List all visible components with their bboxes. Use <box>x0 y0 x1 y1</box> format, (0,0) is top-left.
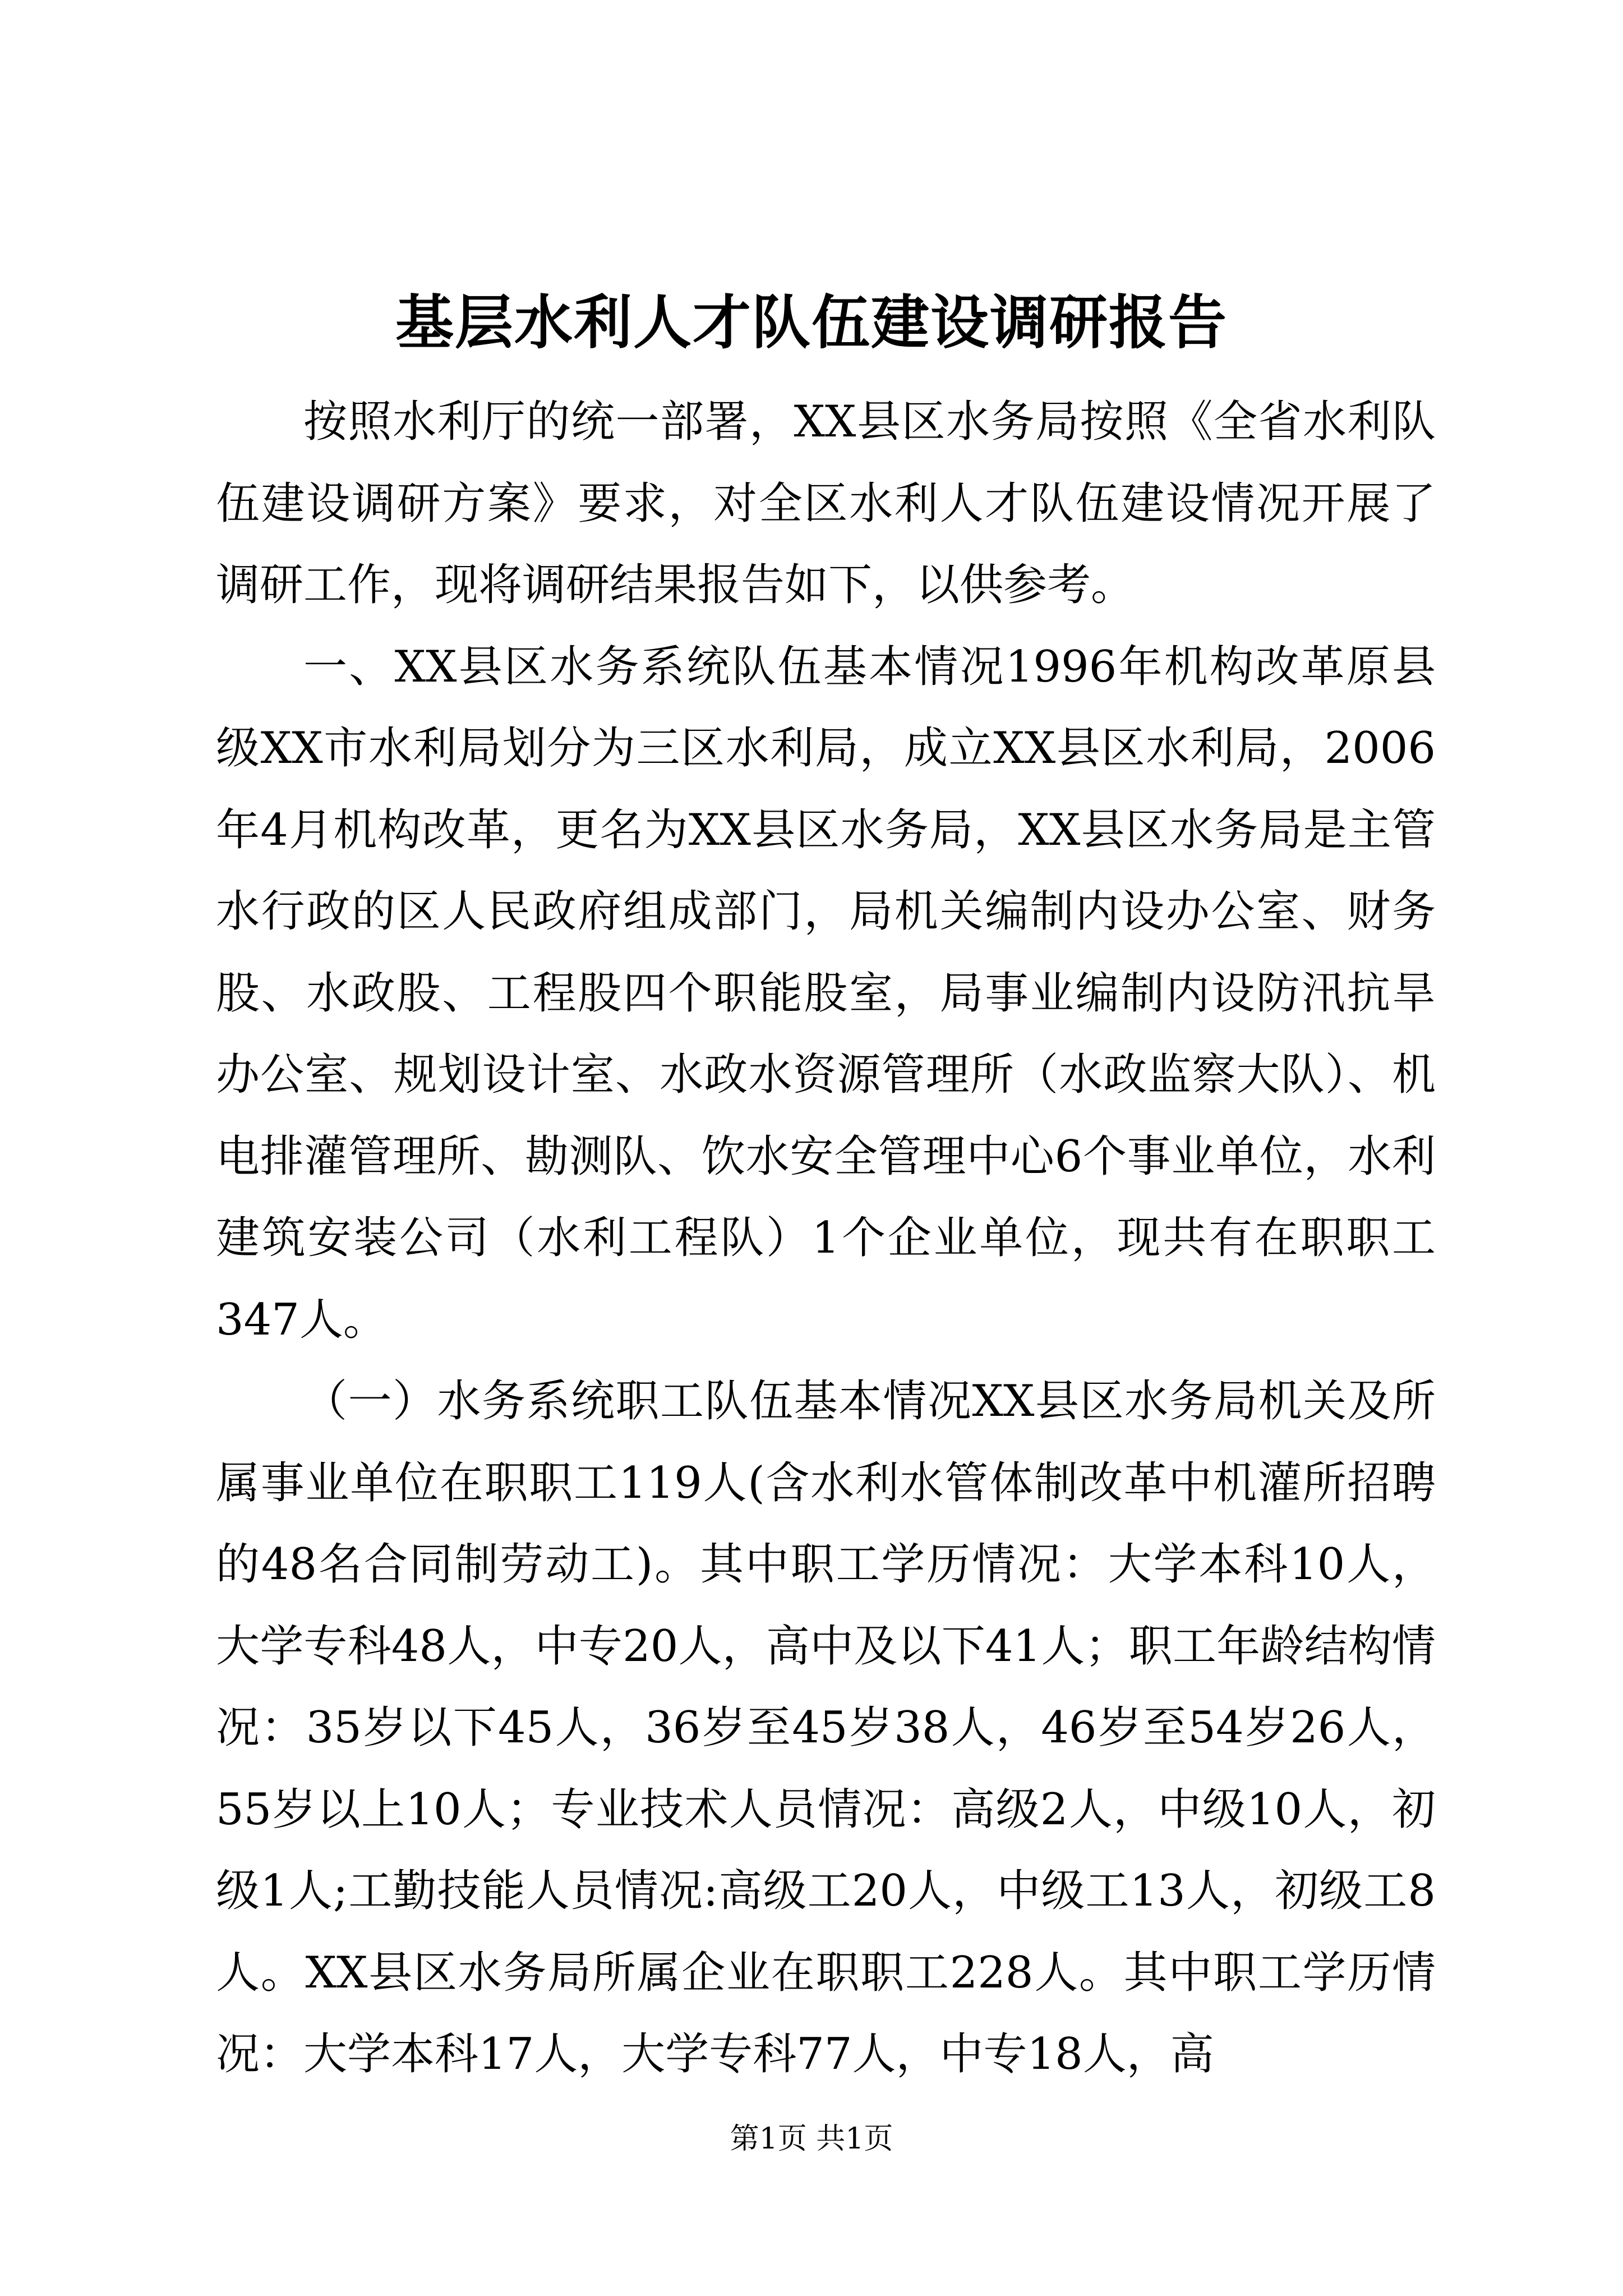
page-footer: 第1页 共1页 <box>730 2122 893 2156</box>
document-title: 基层水利人才队伍建设调研报告 <box>395 288 1228 357</box>
paragraph-intro: 按照水利厅的统一部署，XX县区水务局按照《全省水利队伍建设调研方案》要求，对全区水利人才队伍建设情况开展了调研工作，现将调研结果报告如下，以供参考。 <box>216 397 1436 610</box>
document-body <box>216 381 1436 2096</box>
paragraph-subsection-one: （一）水务系统职工队伍基本情况XX县区水务局机关及所属事业单位在职职工119人(含水利水管体制改革中机灌所招聘的48名合同制劳动工)。其中职工学历情况：大学本科10人，大学专科48人，中专20人，高中及以下41人；职工年龄结构情况：35岁以下45人，36岁至45岁38人，46岁至54岁26人，55岁以上10人；专业技术人员情况：高级2人，中级10人，初级1人;工勤技能人员情况:高级工20人，中级工13人，初级工8人。XX县区水务局所属企业在职职工228人。其中职工学历情况：大学本科17人，大学专科77人，中专18人，高 <box>216 1376 1436 2079</box>
paragraph-section-one: 一、XX县区水务系统队伍基本情况1996年机构改革原县级XX市水利局划分为三区水利局，成立XX县区水利局，2006年4月机构改革，更名为XX县区水务局，XX县区水务局是主管水行政的区人民政府组成部门，局机关编制内设办公室、财务股、水政股、工程股四个职能股室，局事业编制内设防汛抗旱办公室、规划设计室、水政水资源管理所（水政监察大队）、机电排灌管理所、勘测队、饮水安全管理中心6个事业单位，水利建筑安装公司（水利工程队）1个企业单位，现共有在职职工347人。 <box>216 641 1436 1345</box>
